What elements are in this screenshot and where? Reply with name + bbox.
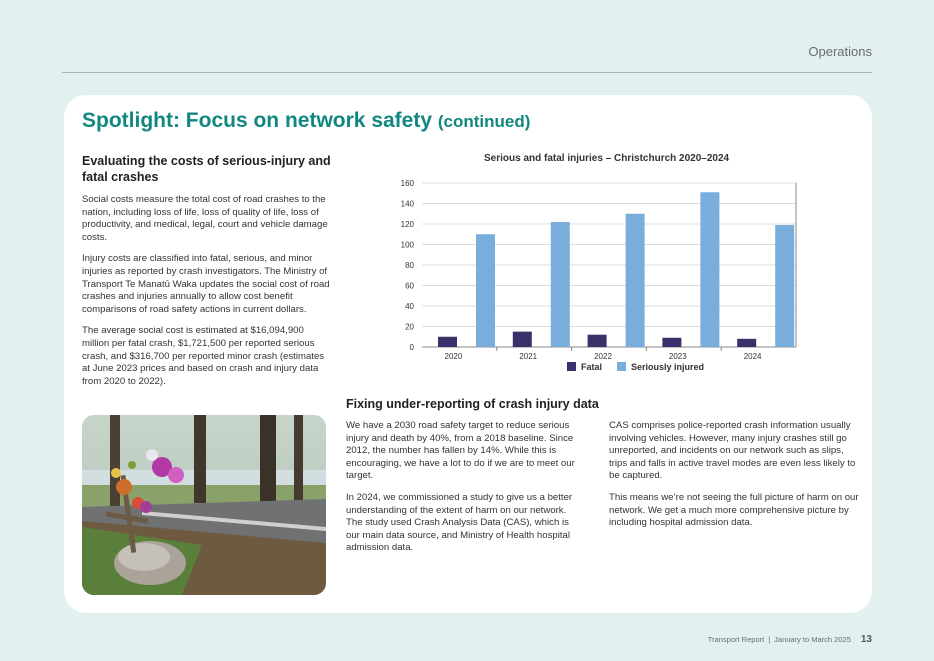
y-tick-label: 80 [405, 261, 414, 270]
bar-seriously-injured [626, 214, 645, 347]
costs-text [82, 194, 330, 397]
fixing-paragraph: CAS comprises police-reported crash information usually involving vehicles. However, many injury crashes still go unreported, and incidents on our network such as slips, trips and falls in active travel modes are even less likely to be captured. [609, 420, 856, 482]
fixing-column-2 [609, 420, 859, 539]
bar-fatal [588, 335, 607, 347]
page-title [82, 109, 530, 133]
fixing-paragraph: We have a 2030 road safety target to reduce serious injury and death by 40%, from a 2018 baseline. Since 2012, the number has fallen by 14%. While this is encouraging, we have a lot to do if we are to meet our target. [346, 420, 575, 482]
header-divider [62, 72, 872, 73]
footer-period: January to March 2025 [774, 635, 851, 644]
fixing-paragraph: This means we’re not seeing the full picture of harm on our network. We get a much more comprehensive picture by including hospital admission data. [609, 491, 859, 529]
y-tick-label: 140 [400, 199, 414, 209]
x-tick-label: 2024 [743, 352, 762, 361]
legend-swatch [617, 362, 626, 371]
bar-fatal [662, 338, 681, 347]
roadside-memorial-photo [82, 415, 326, 595]
bar-seriously-injured [551, 222, 570, 347]
injuries-bar-chart [392, 175, 812, 385]
footer-separator: | [768, 635, 771, 644]
costs-paragraph: The average social cost is estimated at $16,094,900 million per fatal crash, $1,721,500 per reported serious crash, and $316,700 per reported minor crash (estimates at June 2023 prices and based on crash and injury data from 2020 to 2022). [82, 325, 325, 387]
fixing-column-1 [346, 420, 580, 564]
bar-seriously-injured [700, 192, 719, 347]
y-tick-label: 20 [405, 322, 414, 332]
bar-seriously-injured [775, 225, 794, 347]
x-tick-label: 2023 [668, 352, 687, 361]
y-tick-label: 100 [400, 240, 414, 250]
x-tick-label: 2021 [519, 352, 538, 361]
costs-heading: Evaluating the costs of serious-injury and fatal crashes [82, 154, 331, 184]
section-label: Operations [808, 44, 872, 59]
y-tick-label: 120 [400, 220, 414, 229]
y-tick-label: 160 [400, 179, 414, 188]
costs-paragraph: Injury costs are classified into fatal, serious, and minor injuries as reported by crash investigators. The Ministry of Transport Te Manatū Waka updates the social cost of road crashes and injuries annually to allow cost benefit comparisons of road safety actions in current dollars. [82, 253, 330, 315]
fixing-heading: Fixing under-reporting of crash injury data [346, 397, 599, 411]
y-tick-label: 0 [409, 343, 414, 352]
y-tick-label: 60 [405, 281, 414, 291]
legend-swatch [567, 362, 576, 371]
y-tick-label: 40 [405, 302, 414, 311]
page-title-main: Spotlight: Focus on network safety [82, 109, 433, 132]
page-number: 13 [860, 634, 872, 645]
bar-fatal [513, 332, 532, 347]
content-card [64, 95, 872, 613]
legend-label: Fatal [581, 362, 603, 372]
costs-paragraph: Social costs measure the total cost of road crashes to the nation, including loss of life, loss of quality of life, loss of productivity, and medical, legal, court and vehicle damage costs. [82, 194, 328, 243]
chart-title: Serious and fatal injuries – Christchurch 2020–2024 [484, 153, 730, 164]
page-title-suffix: (continued) [437, 112, 531, 131]
fixing-paragraph: In 2024, we commissioned a study to give us a better understanding of the extent of harm on our network. The study used Crash Analysis Data (CAS), which is our main data source, and Ministry of Health hospital admission data. [346, 491, 573, 554]
legend-label: Seriously injured [631, 362, 705, 372]
page-footer [708, 634, 872, 645]
x-tick-label: 2020 [444, 352, 463, 361]
x-tick-label: 2022 [594, 352, 612, 361]
bar-fatal [737, 339, 756, 347]
footer-publication: Transport Report [707, 635, 765, 644]
bar-seriously-injured [476, 234, 495, 347]
bar-fatal [438, 337, 457, 347]
